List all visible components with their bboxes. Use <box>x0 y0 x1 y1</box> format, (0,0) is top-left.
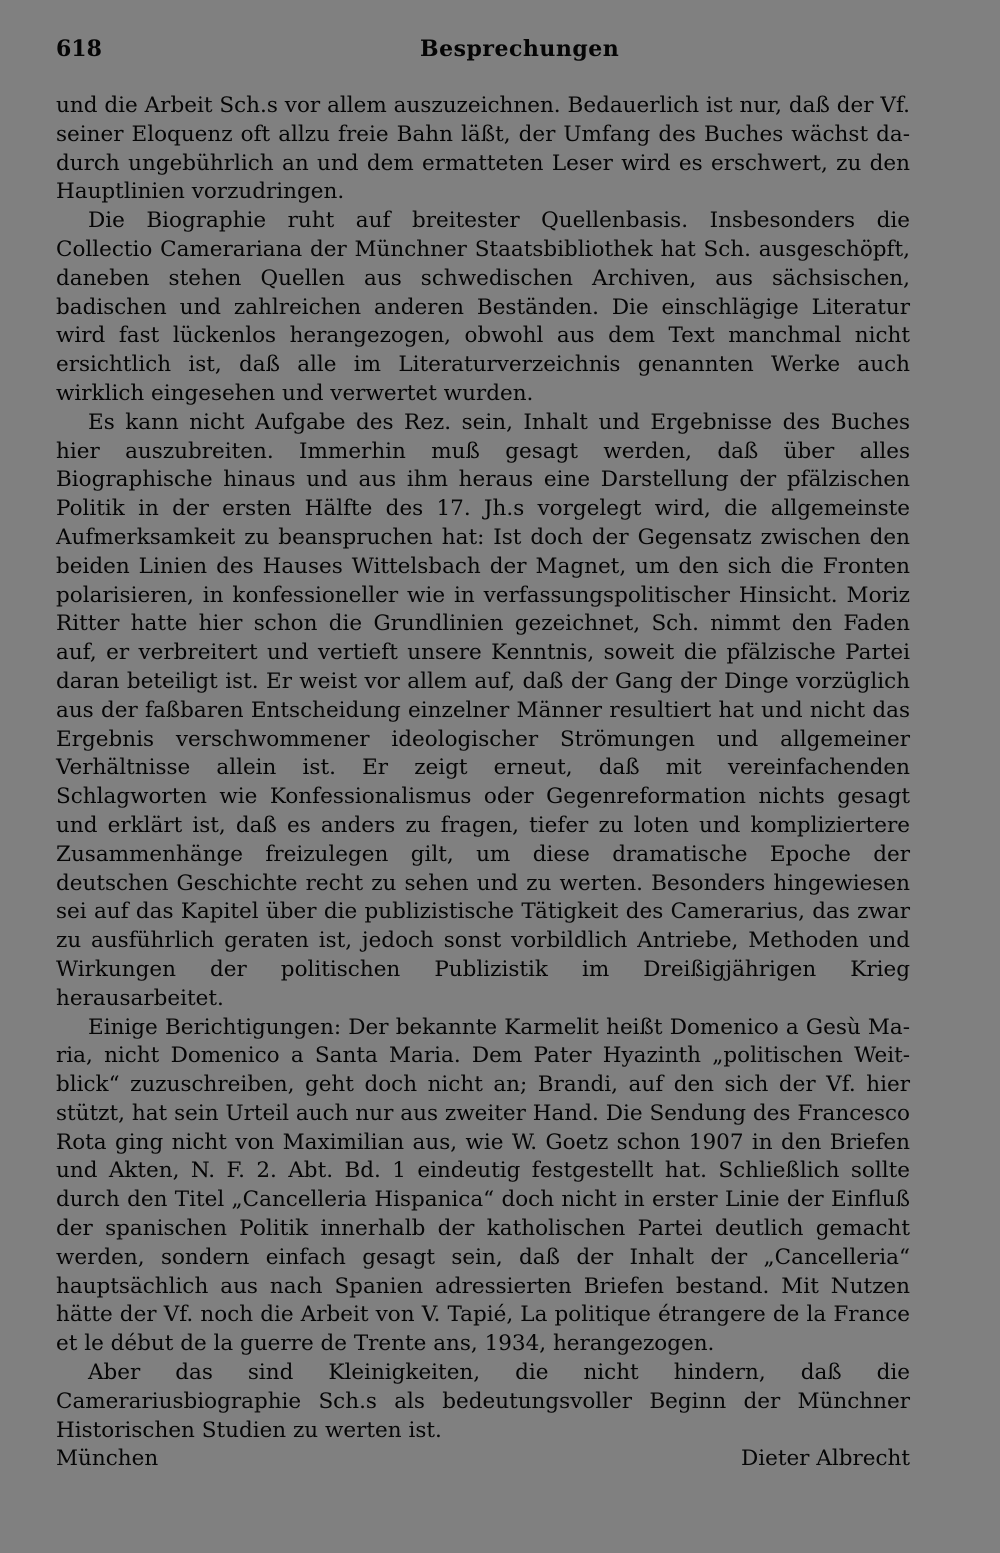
paragraph-corrections: Einige Berichtigungen: Der bekannte Karmelit heißt Domenico a Gesù Maria, nicht Domenico a Santa Maria. Dem Pater Hyazinth „politischen Weitblick“ zuzuschreiben, geht doch nicht an; Brandi, auf den sich der Vf. hier stützt, hat sein Urteil auch nur aus zweiter Hand. Die Sendung des Francesco Rota ging nicht von Maximilian aus, wie W. Goetz schon 1907 in den Briefen und Akten, N. F. 2. Abt. Bd. 1 eindeutig festgestellt hat. Schließlich sollte durch den Titel „Cancelleria Hispanica“ doch nicht in erster Linie der Einfluß der spanischen Politik innerhalb der katholischen Partei deutlich gemacht werden, sondern einfach gesagt sein, daß der Inhalt der „Cancelleria“ hauptsächlich aus nach Spanien adressierten Briefen bestand. Mit Nutzen hätte der Vf. noch die Arbeit von V. Tapié, La politique étrangere de la France et le début de la guerre de Trente ans, 1934, herangezogen. <box>56 1014 910 1357</box>
paragraph-conclusion: Aber das sind Kleinigkeiten, die nicht hindern, daß die Camerariusbiographie Sch.s als bedeutungsvoller Beginn der Münchner Historischen Studien zu werten ist. <box>56 1360 910 1443</box>
page-header <box>56 36 910 74</box>
review-body <box>56 92 910 1445</box>
signature-line <box>56 1445 910 1474</box>
signature-place: München <box>56 1446 159 1472</box>
paragraph-continuation: und die Arbeit Sch.s vor allem auszuzeichnen. Bedauerlich ist nur, daß der Vf. seiner Eloquenz oft allzu freie Bahn läßt, der Umfang des Buches wächst dadurch ungebührlich an und dem ermatteten Leser wird es erschwert, zu den Hauptlinien vorzudringen. <box>56 93 910 205</box>
paragraph-content: Es kann nicht Aufgabe des Rez. sein, Inhalt und Ergebnisse des Buches hier auszubreiten. Immerhin muß gesagt werden, daß über alles Biographische hinaus und aus ihm heraus eine Darstellung der pfälzischen Politik in der ersten Hälfte des 17. Jh.s vorgelegt wird, die allgemeinste Aufmerksamkeit zu beanspruchen hat: Ist doch der Gegensatz zwischen den beiden Linien des Hauses Wittelsbach der Magnet, um den sich die Fronten polarisieren, in konfessioneller wie in verfassungspolitischer Hinsicht. Moriz Ritter hatte hier schon die Grundlinien gezeichnet, Sch. nimmt den Faden auf, er verbreitert und vertieft unsere Kenntnis, soweit die pfälzische Partei daran beteiligt ist. Er weist vor allem auf, daß der Gang der Dinge vorzüglich aus der faßbaren Entscheidung einzelner Männer resultiert hat und nicht das Ergebnis verschwommener ideologischer Strömungen und allgemeiner Verhältnisse allein ist. Er zeigt erneut, daß mit vereinfachenden Schlagworten wie Konfessionalismus oder Gegenreformation nichts gesagt und erklärt ist, daß es anders zu fragen, tiefer zu loten und kompliziertere Zusammenhänge freizulegen gilt, um diese dramatische Epoche der deutschen Geschichte recht zu sehen und zu werten. Besonders hingewiesen sei auf das Kapitel über die publizistische Tätigkeit des Camerarius, das zwar zu ausführlich geraten ist, jedoch sonst vorbildlich Antriebe, Methoden und Wirkungen der politischen Publizistik im Dreißigjährigen Krieg herausarbeitet. <box>56 409 910 1011</box>
signature-author: Dieter Albrecht <box>740 1446 910 1472</box>
running-head: Besprechungen <box>420 36 620 62</box>
page-number: 618 <box>56 36 102 62</box>
paragraph-sources: Die Biographie ruht auf breitester Quellenbasis. Insbesonders die Collectio Camerariana der Münchner Staatsbibliothek hat Sch. ausgeschöpft, daneben stehen Quellen aus schwedischen Archiven, aus sächsischen, badischen und zahlreichen anderen Beständen. Die einschlägige Literatur wird fast lückenlos herangezogen, obwohl aus dem Text manchmal nicht ersichtlich ist, daß alle im Literaturverzeichnis genannten Werke auch wirklich eingesehen und verwertet wurden. <box>56 208 910 406</box>
